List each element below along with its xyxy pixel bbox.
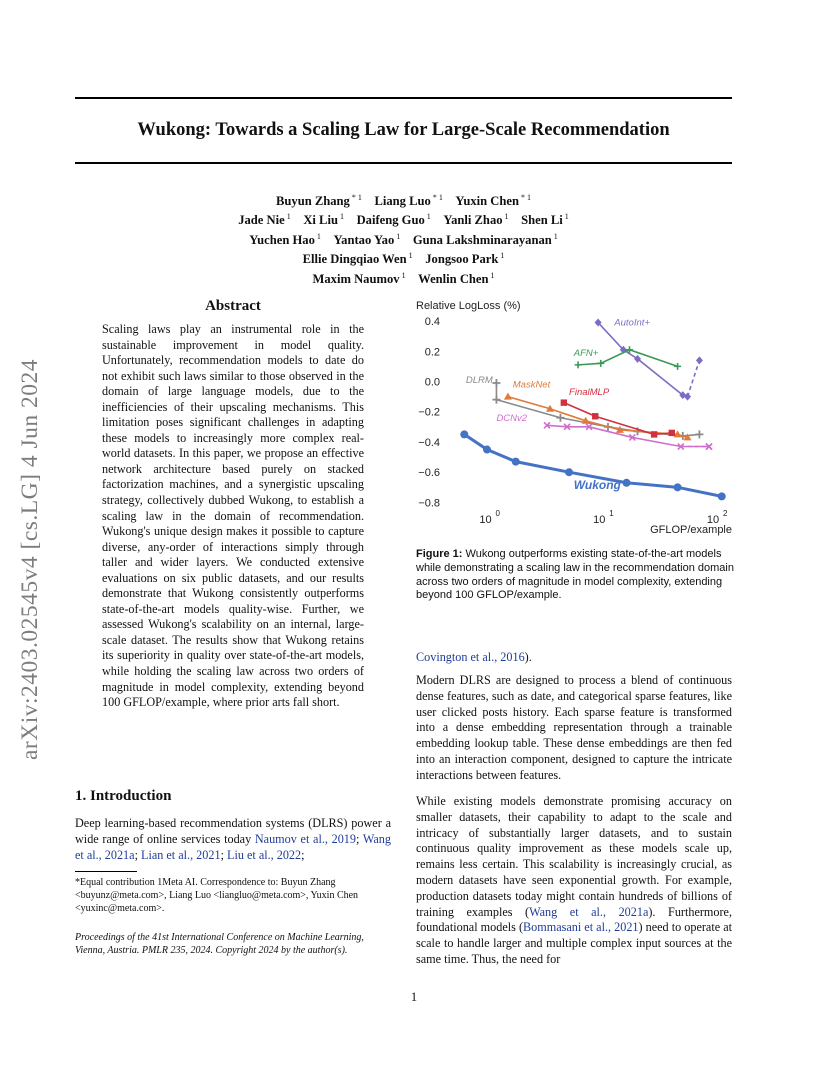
author-name: Buyun Zhang [276,194,350,209]
author-affiliation-mark: 1 [500,251,505,261]
data-point [512,458,520,466]
caption-label: Figure 1: [416,548,463,560]
author-affiliation-mark: 1 [396,231,401,241]
x-tick-exponent: 0 [495,509,500,518]
author-list [75,190,732,287]
author-row [75,209,732,228]
footnote: *Equal contribution 1Meta AI. Correspondence to: Buyun Zhang <buyunz@meta.com>, Liang Luo <liangluo@meta.com>, Yuxin Chen <yuxinc@meta.com>. [75,877,359,915]
data-point [504,393,512,400]
proceedings-note [75,931,391,957]
y-tick-label: −0.2 [418,406,440,419]
introduction-paragraph: Deep learning-based recommendation systems (DLRS) power a wide range of online services today Naumov et al., 2019; Wang et al., 2021a; Lian et al., 2021; Liu et al., 2022; [75,816,391,862]
author-name: Daifeng Guo [356,213,425,228]
series-label: Wukong [573,477,621,492]
y-axis-label: Relative LogLoss (%) [416,300,521,312]
y-tick-label: −0.8 [418,497,440,510]
y-tick-label: −0.6 [418,467,440,480]
author-name: Wenlin Chen [418,271,489,286]
citation-line: Covington et al., 2016). [416,650,532,664]
author-name: Maxim Naumov [312,271,400,286]
data-point [492,396,500,404]
series-label: DCNv2 [496,412,528,424]
author-name: Ellie Dingqiao Wen [302,252,407,267]
series-label: FinalMLP [569,387,610,399]
author-row [75,190,732,209]
y-tick-label: 0.0 [424,376,440,389]
author-affiliation-mark: 1 [316,231,321,241]
series-label: MaskNet [512,379,551,391]
abstract-text: Scaling laws play an instrumental role in the sustainable improvement in model quality. Unfortunately, recommendation models to date do not exhibit such laws similar to those observed in the domain of large language models, due to the inefficiencies of their upscaling mechanisms. This limitation poses significant challenges in adapting these models to increasingly more complex real-world datasets. In this paper, we propose an effective network architecture based purely on stacked factorization machines, and a synergistic upscaling strategy, collectively dubbed Wukong, to establish a scaling law in the domain of recommendation. Wukong's unique design makes it possible to capture diverse, any-order of interactions simply through taller and wider layers. We conducted extensive evaluations on six public datasets, and our results demonstrate that Wukong consistently outperforms state-of-the-art models quality-wise. Further, we assessed Wukong's scalability on an internal, large-scale dataset. The results show that Wukong retains its superiority in quality over state-of-the-art models, while holding the scaling law across two orders of magnitude in model complexity, extending beyond 100 GFLOP/example, where prior arts fall short. [102,322,364,710]
data-point [623,479,631,487]
data-point [651,431,657,437]
author-affiliation-mark: 1 [286,212,291,222]
data-point [592,413,598,419]
data-point [696,356,703,364]
paragraph-text: ). Furthermore, foundational models ( [416,904,733,935]
author-row [75,268,732,287]
citation-link[interactable]: Bommasani et al., 2021 [523,920,639,935]
author-name: Xi Liu [303,213,338,228]
paragraph-text: While existing models demonstrate promising accuracy on smaller datasets, their capability to adapt to the scale and intricacy of substantially larger datasets, and to sustain continuous quality improvement as these models scale up, remains less certain. This scalability is increasingly crucial, as modern datasets have seen exponential growth. For example, production datasets today might contain hundreds of billions of training examples ( [416,794,732,919]
author-row [75,248,732,267]
citation-link[interactable]: Lian et al., 2021 [141,847,221,862]
series-label: AFN+ [573,347,599,359]
series-label: AutoInt+ [614,317,650,329]
data-point [575,361,582,368]
data-point [556,414,564,422]
caption-text: Wukong outperforms existing state-of-the-art models while demonstrating a scaling law in the recommendation domain across two orders of magnitude in model complexity, extending beyond 100 GFLOP/example. [416,548,734,602]
footnote-rule [75,871,137,872]
author-name: Yanli Zhao [443,213,503,228]
author-affiliation-mark: * 1 [351,193,362,202]
data-point [669,430,675,436]
author-name: Yantao Yao [333,232,395,247]
series-line-dashed [688,360,700,396]
citation-link[interactable]: Liu et al., 2022 [227,847,302,862]
paragraph-scalability [416,794,732,968]
series-label: DLRM [465,375,493,387]
citation-link[interactable]: Naumov et al., 2019 [254,831,356,846]
paper-title: Wukong: Towards a Scaling Law for Large-Scale Recommendation [137,120,670,140]
author-affiliation-mark: 1 [504,212,509,222]
data-point [460,430,468,438]
proceedings-text: Proceedings of the 41st International Conference on Machine Learning, Vienna, Austria. PMLR 235, 2024. Copyright 2024 by the author(s). [75,932,364,957]
author-affiliation-mark: 1 [553,231,558,241]
y-tick-label: 0.4 [424,316,440,329]
author-name: Yuchen Hao [249,232,315,247]
data-point [695,430,703,438]
x-axis-label: GFLOP/example [650,524,732,536]
y-tick-label: 0.2 [424,346,440,359]
author-name: Yuxin Chen [455,194,519,209]
author-name: Jongsoo Park [425,252,499,267]
paragraph-modern-dlrs: Modern DLRS are designed to process a blend of continuous dense features, such as date, and categorical sparse features, like user clicked posts history. Each sparse feature is transformed into a dense embedding representation through a trainable embedding lookup table. These dense embeddings are then fed into an interaction component, designed to capture the intricate interactions between features. [416,673,732,782]
author-name: Guna Lakshminarayanan [412,232,552,247]
y-tick-label: −0.4 [418,436,440,449]
figure-1-chart [408,298,738,538]
arxiv-stamp: arXiv:2403.02545v4 [cs.LG] 4 Jun 2024 [17,359,43,760]
citation-link[interactable]: Wang et al., 2021a [529,904,649,919]
x-tick-exponent: 1 [609,509,614,518]
title-bottom-rule [75,162,732,164]
author-affiliation-mark: 1 [426,212,431,222]
paragraph-text: ) need to operate at scale to handle larger and multiple complex input sources at the same time. Thus, the need for [416,920,732,966]
author-affiliation-mark: * 1 [432,193,443,202]
citation-link[interactable]: Wang et al., 2021a [75,831,391,862]
data-point [674,483,682,491]
data-point [597,360,604,367]
author-name: Liang Luo [374,194,431,209]
author-row [75,229,732,248]
data-point [718,492,726,500]
x-tick-label: 10 [593,514,606,526]
section-heading-introduction: 1. Introduction [75,788,172,804]
abstract-heading: Abstract [205,298,261,314]
author-affiliation-mark: 1 [408,251,413,261]
author-affiliation-mark: * 1 [521,193,531,202]
x-tick-label: 10 [479,514,492,526]
data-point [483,446,491,454]
data-point [561,399,567,405]
series-line [598,323,687,397]
author-affiliation-mark: 1 [490,270,495,280]
author-affiliation-mark: 1 [339,212,344,222]
data-point [492,379,500,387]
citation-link[interactable]: Covington et al., 2016 [416,650,525,664]
author-name: Shen Li [521,213,563,228]
author-affiliation-mark: 1 [401,270,406,280]
intro-text: Deep learning-based recommendation systems (DLRS) power a wide range of online services today [75,816,391,846]
data-point [674,363,681,370]
author-name: Jade Nie [238,213,285,228]
data-point [565,468,573,476]
figure-caption [416,548,736,603]
top-rule [75,97,732,99]
page-number: 1 [410,990,418,1004]
x-tick-exponent: 2 [723,509,728,518]
x-tick-label: 10 [706,514,720,526]
author-affiliation-mark: 1 [564,212,569,222]
